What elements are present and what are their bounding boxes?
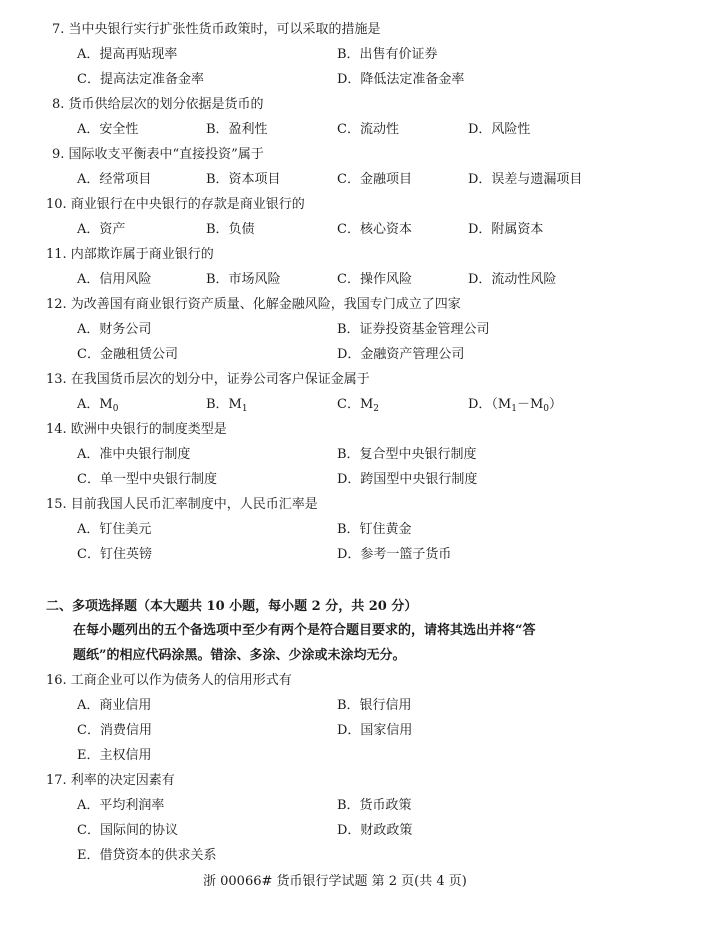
section-2-instruction-line-2: 题纸”的相应代码涂黑。错涂、多涂、少涂或未涂均无分。 — [73, 648, 406, 663]
question-16-option-b: B．银行信用 — [337, 698, 412, 713]
question-11-option-a: A．信用风险 — [77, 272, 152, 287]
question-16-stem: 16. 工商企业可以作为债务人的信用形式有 — [46, 673, 292, 688]
question-10-option-a: A．资产 — [77, 222, 126, 237]
page-footer: 浙 00066# 货币银行学试题 第 2 页(共 4 页) — [203, 874, 467, 889]
question-14-option-b: B．复合型中央银行制度 — [337, 447, 477, 462]
section-2-instruction-line-1: 在每小题列出的五个备选项中至少有两个是符合题目要求的，请将其选出并将“答 — [73, 623, 536, 638]
question-12-option-c: C．金融租赁公司 — [77, 347, 178, 362]
question-14-stem: 14. 欧洲中央银行的制度类型是 — [46, 422, 227, 437]
question-9-option-c: C．金融项目 — [337, 172, 412, 187]
question-9-option-d: D．误差与遗漏项目 — [468, 172, 583, 187]
question-17-stem: 17. 利率的决定因素有 — [46, 773, 175, 788]
question-7-stem: 7. 当中央银行实行扩张性货币政策时，可以采取的措施是 — [52, 22, 381, 37]
section-2-title: 二、多项选择题（本大题共 10 小题，每小题 2 分，共 20 分） — [46, 599, 418, 614]
question-17-option-a: A．平均利润率 — [77, 798, 165, 813]
question-7-option-b: B．出售有价证券 — [337, 47, 438, 62]
question-8-option-c: C．流动性 — [337, 122, 399, 137]
question-10-option-d: D．附属资本 — [468, 222, 544, 237]
question-8-option-d: D．风险性 — [468, 122, 531, 137]
question-17-option-d: D．财政政策 — [337, 823, 413, 838]
question-17-option-b: B．货币政策 — [337, 798, 412, 813]
question-8-option-b: B．盈利性 — [206, 122, 268, 137]
question-11-option-d: D．流动性风险 — [468, 272, 557, 287]
question-16-option-c: C．消费信用 — [77, 723, 152, 738]
question-12-stem: 12. 为改善国有商业银行资产质量、化解金融风险，我国专门成立了四家 — [46, 297, 461, 312]
question-11-option-b: B．市场风险 — [206, 272, 281, 287]
question-15-stem: 15. 目前我国人民币汇率制度中，人民币汇率是 — [46, 497, 318, 512]
question-15-option-b: B．钉住黄金 — [337, 522, 412, 537]
question-14-option-c: C．单一型中央银行制度 — [77, 472, 217, 487]
question-10-option-b: B．负债 — [206, 222, 255, 237]
question-15-option-d: D．参考一篮子货币 — [337, 547, 452, 562]
question-8-option-a: A．安全性 — [77, 122, 139, 137]
question-14-option-a: A．准中央银行制度 — [77, 447, 191, 462]
question-7-option-c: C．提高法定准备金率 — [77, 72, 204, 87]
question-16-option-a: A．商业信用 — [77, 698, 152, 713]
question-12-option-a: A．财务公司 — [77, 322, 152, 337]
question-10-stem: 10. 商业银行在中央银行的存款是商业银行的 — [46, 197, 305, 212]
question-13-stem: 13. 在我国货币层次的划分中，证券公司客户保证金属于 — [46, 372, 370, 387]
question-12-option-d: D．金融资产管理公司 — [337, 347, 465, 362]
question-16-option-d: D．国家信用 — [337, 723, 413, 738]
question-14-option-d: D．跨国型中央银行制度 — [337, 472, 478, 487]
question-10-option-c: C．核心资本 — [337, 222, 412, 237]
question-11-option-c: C．操作风险 — [337, 272, 412, 287]
question-7-option-a: A．提高再贴现率 — [77, 47, 178, 62]
question-17-option-e: E．借贷资本的供求关系 — [77, 848, 217, 863]
question-13-option-b: B．$M_1$ — [206, 397, 248, 414]
question-9-option-b: B．资本项目 — [206, 172, 281, 187]
question-15-option-c: C．钉住英镑 — [77, 547, 152, 562]
question-11-stem: 11. 内部欺诈属于商业银行的 — [46, 247, 214, 262]
question-13-option-c: C．$M_2$ — [337, 397, 379, 414]
question-13-option-a: A．$M_0$ — [77, 397, 119, 414]
question-16-option-e: E．主权信用 — [77, 748, 152, 763]
question-13-option-d: D．$(M_1-M_0)$ — [468, 397, 563, 414]
question-7-option-d: D．降低法定准备金率 — [337, 72, 465, 87]
question-8-stem: 8. 货币供给层次的划分依据是货币的 — [52, 97, 264, 112]
question-17-option-c: C．国际间的协议 — [77, 823, 178, 838]
question-9-option-a: A．经常项目 — [77, 172, 152, 187]
question-9-stem: 9. 国际收支平衡表中“直接投资”属于 — [52, 147, 264, 162]
question-12-option-b: B．证券投资基金管理公司 — [337, 322, 490, 337]
question-15-option-a: A．钉住美元 — [77, 522, 152, 537]
